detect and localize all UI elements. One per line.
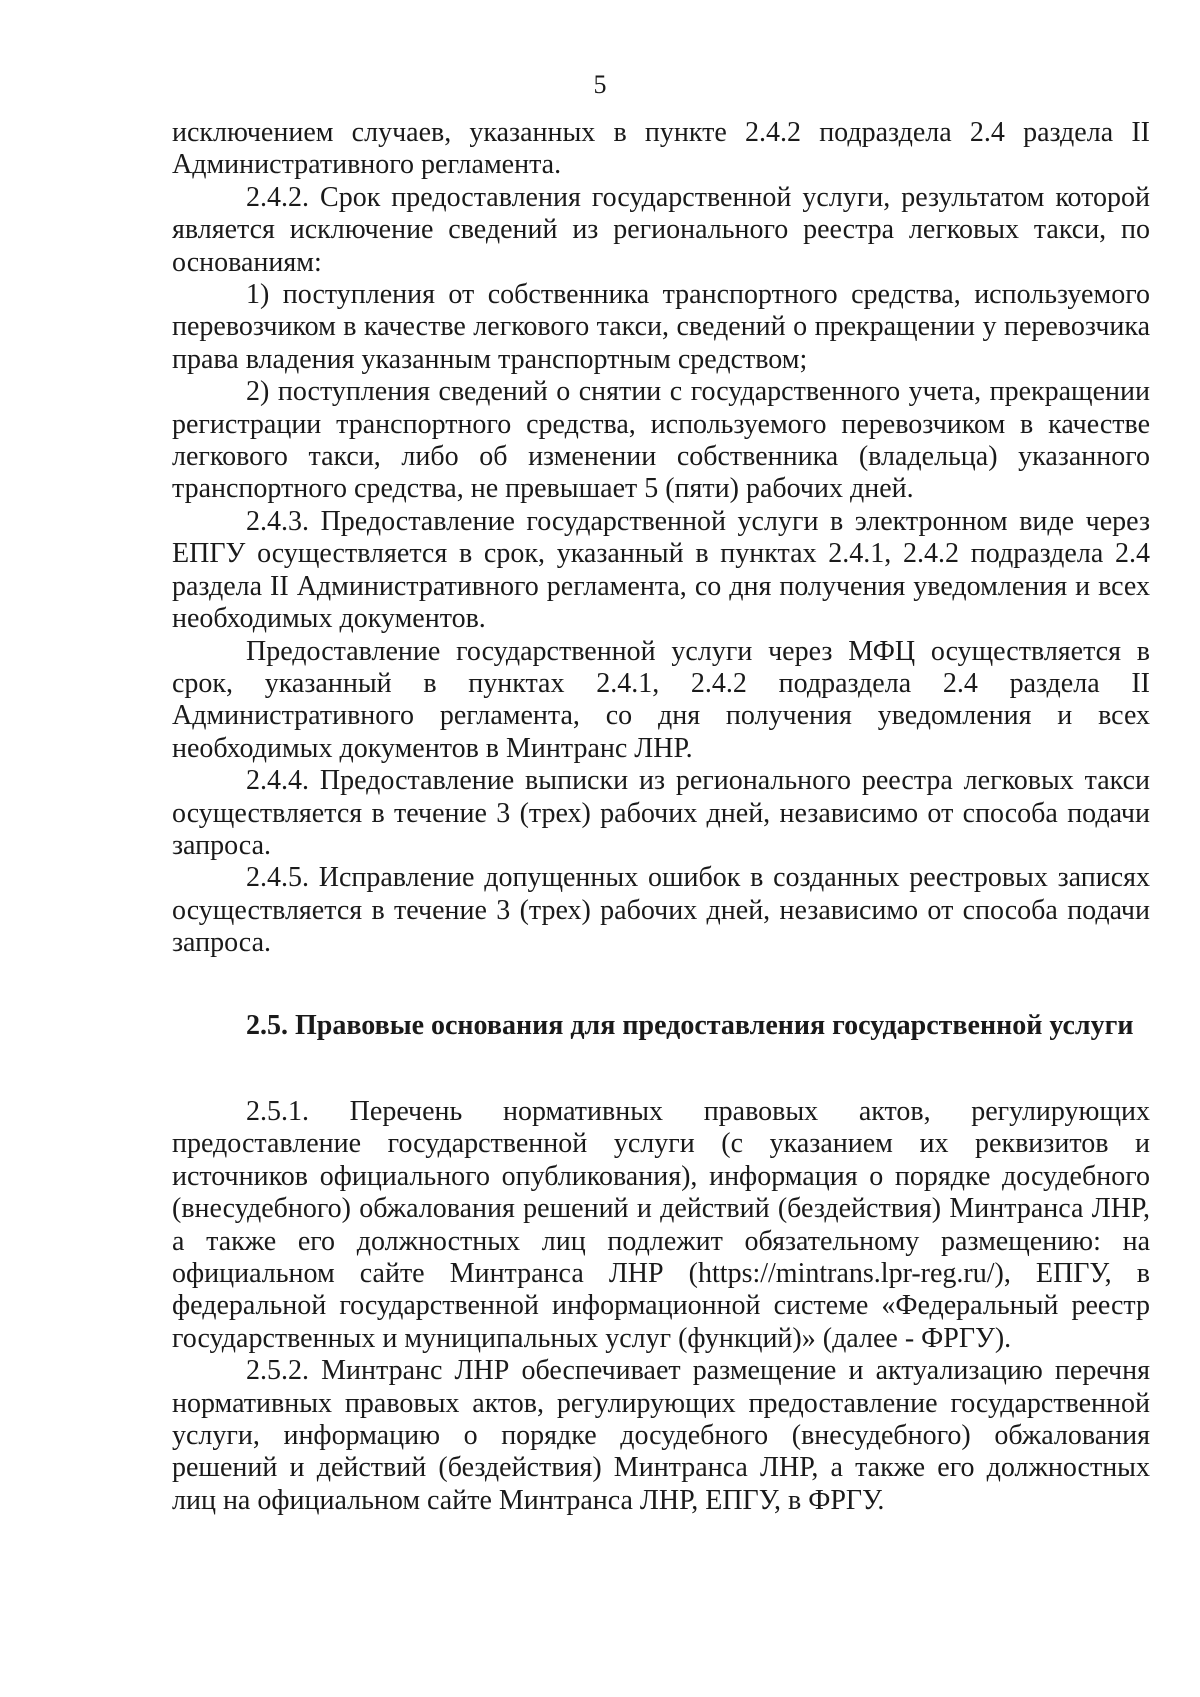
section-heading-2-5: 2.5. Правовые основания для предоставления государственной услуги (246, 1009, 1134, 1041)
paragraph-2-4-3: 2.4.3. Предоставление государственной услуги в электронном виде через ЕПГУ осуществляется в срок, указанный в пунктах 2.4.1, 2.4.2 подраздела 2.4 раздела II Административного регламента, со дня получения уведомления и всех необходимых документов. (172, 505, 1150, 635)
page-number: 5 (593, 70, 607, 99)
document-body (172, 117, 1150, 1517)
paragraph-continuation: исключением случаев, указанных в пункте 2.4.2 подраздела 2.4 раздела II Административного регламента. (172, 117, 1150, 181)
paragraph-item-1: 1) поступления от собственника транспортного средства, используемого перевозчиком в качестве легкового такси, сведений о прекращении у перевозчика права владения указанным транспортным средством; (172, 279, 1150, 375)
paragraph-item-2: 2) поступления сведений о снятии с государственного учета, прекращении регистрации транспортного средства, используемого перевозчиком в качестве легкового такси, либо об изменении собственника (владельца) указанного транспортного средства, не превышает 5 (пяти) рабочих дней. (172, 376, 1150, 505)
paragraph-mfc: Предоставление государственной услуги через МФЦ осуществляется в срок, указанный в пунктах 2.4.1, 2.4.2 подраздела 2.4 раздела II Административного регламента, со дня получения уведомления и всех необходимых документов в Минтранс ЛНР. (172, 635, 1150, 764)
paragraph-2-4-5: 2.4.5. Исправление допущенных ошибок в созданных реестровых записях осуществляется в течение 3 (трех) рабочих дней, независимо от способа подачи запроса. (172, 862, 1150, 959)
paragraph-2-4-2: 2.4.2. Срок предоставления государственной услуги, результатом которой является исключение сведений из регионального реестра легковых такси, по основаниям: (172, 181, 1150, 278)
paragraph-2-5-2: 2.5.2. Минтранс ЛНР обеспечивает размещение и актуализацию перечня нормативных правовых актов, регулирующих предоставление государственной услуги, информацию о порядке досудебного (внесудебного) обжалования решений и действий (бездействия) Минтранса ЛНР, а также его должностных лиц на официальном сайте Минтранса ЛНР, ЕПГУ, в ФРГУ. (172, 1355, 1150, 1516)
paragraph-2-5-1: 2.5.1. Перечень нормативных правовых актов, регулирующих предоставление государственной услуги (с указанием их реквизитов и источников официального опубликования), информация о порядке досудебного (внесудебного) обжалования решений и действий (бездействия) Минтранса ЛНР, а также его должностных лиц подлежит обязательному размещению: на официальном сайте Минтранса ЛНР (https://mintrans.lpr-reg.ru/), ЕПГУ, в федеральной государственной информационной системе «Федеральный реестр государственных и муниципальных услуг (функций)» (далее - ФРГУ). (172, 1095, 1150, 1354)
paragraph-2-4-4: 2.4.4. Предоставление выписки из регионального реестра легковых такси осуществляется в течение 3 (трех) рабочих дней, независимо от способа подачи запроса. (172, 765, 1150, 861)
